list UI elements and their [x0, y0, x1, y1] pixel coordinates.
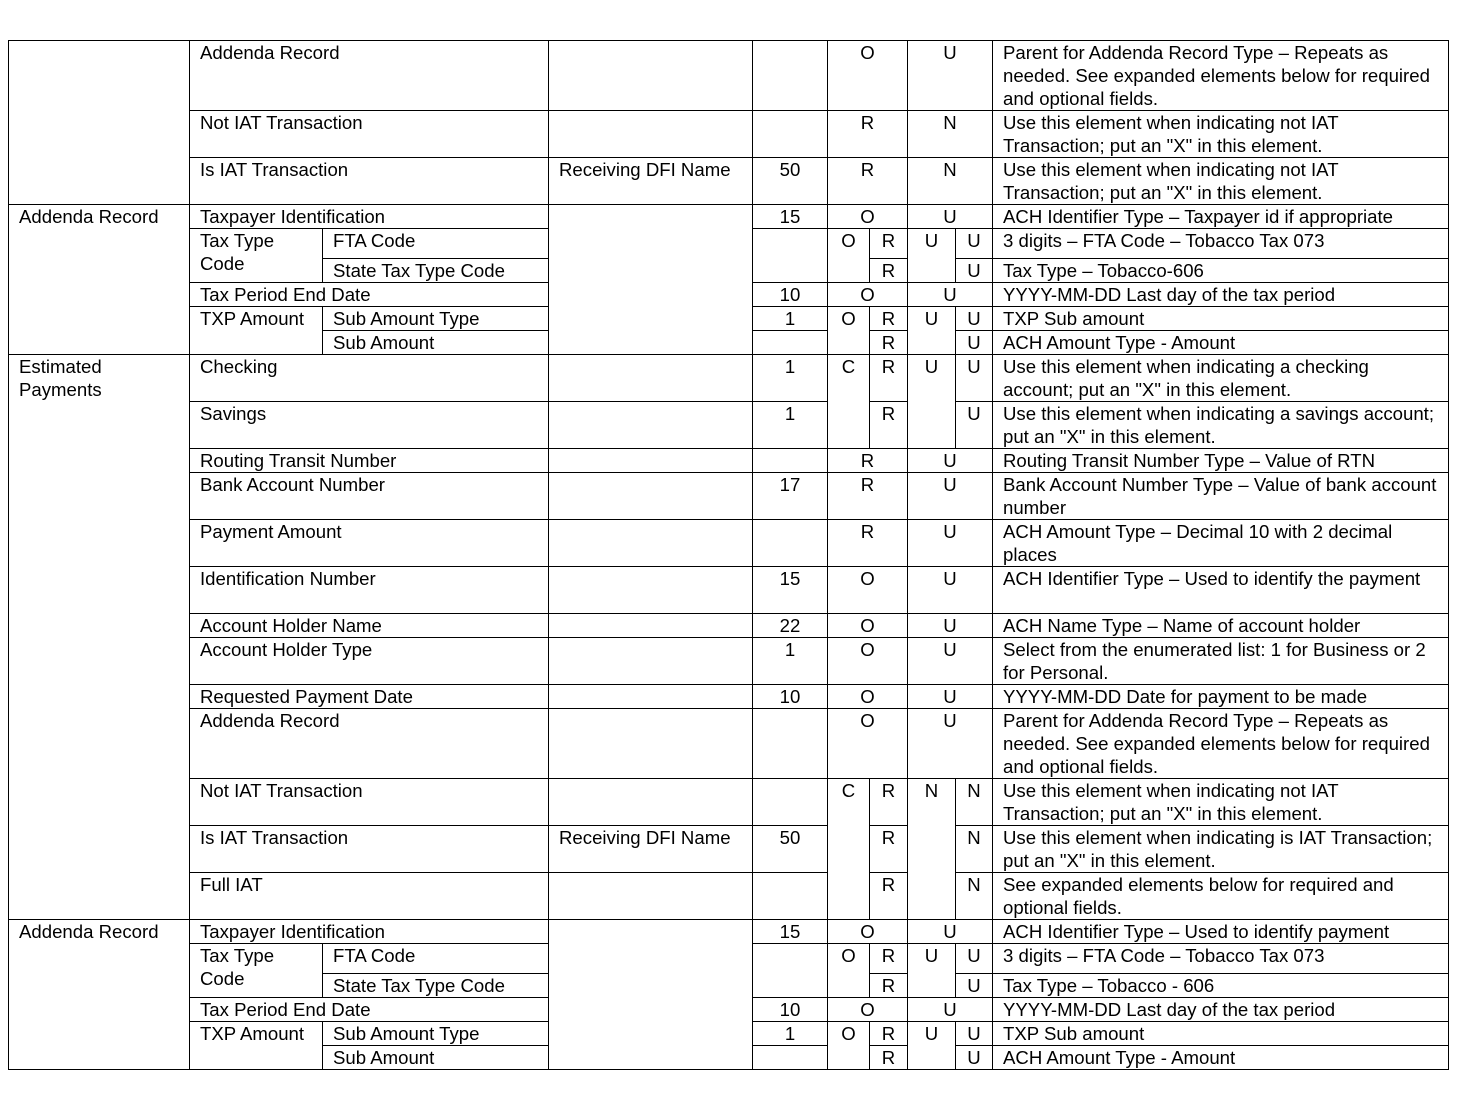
- c2a-cell: U: [908, 1022, 956, 1070]
- sub-field-cell: Receiving DFI Name: [549, 158, 753, 205]
- element-cell: Routing Transit Number: [190, 449, 549, 473]
- description-cell: Tax Type – Tobacco - 606: [993, 974, 1449, 998]
- element-cell: Account Holder Type: [190, 638, 549, 685]
- table-row: [9, 920, 1449, 944]
- c1b-cell: R: [870, 826, 908, 873]
- description-cell: Use this element when indicating not IAT Transaction; put an "X" in this element.: [993, 111, 1449, 158]
- c2-cell: U: [908, 709, 993, 779]
- c2-cell: U: [908, 283, 993, 307]
- element-cell: Not IAT Transaction: [190, 779, 549, 826]
- length-cell: 1: [753, 307, 828, 331]
- c1b-cell: R: [870, 873, 908, 920]
- table-row: [9, 205, 1449, 229]
- description-cell: TXP Sub amount: [993, 1022, 1449, 1046]
- length-cell: [753, 709, 828, 779]
- description-cell: ACH Amount Type - Amount: [993, 1046, 1449, 1070]
- description-cell: TXP Sub amount: [993, 307, 1449, 331]
- description-cell: Tax Type – Tobacco-606: [993, 259, 1449, 283]
- table-row: [9, 614, 1449, 638]
- group-cell: Tax Type Code: [190, 229, 323, 283]
- c2a-cell: U: [908, 355, 956, 449]
- element-cell: Tax Period End Date: [190, 283, 549, 307]
- c2a-cell: N: [908, 779, 956, 920]
- c1b-cell: R: [870, 331, 908, 355]
- c2-cell: U: [908, 638, 993, 685]
- sub-field-cell: [549, 520, 753, 567]
- element-cell: Savings: [190, 402, 549, 449]
- c1a-cell: O: [828, 1022, 870, 1070]
- c2b-cell: U: [956, 974, 993, 998]
- length-cell: 10: [753, 283, 828, 307]
- length-cell: 22: [753, 614, 828, 638]
- group-cell: TXP Amount: [190, 1022, 323, 1070]
- c2b-cell: N: [956, 779, 993, 826]
- c1b-cell: R: [870, 402, 908, 449]
- c1-cell: R: [828, 111, 908, 158]
- c1-cell: R: [828, 158, 908, 205]
- sub-field-cell: [549, 709, 753, 779]
- c1-cell: O: [828, 283, 908, 307]
- table-row: [9, 873, 1449, 920]
- table-row: [9, 111, 1449, 158]
- c1a-cell: O: [828, 944, 870, 998]
- c1b-cell: R: [870, 1022, 908, 1046]
- sub-field-cell: [549, 567, 753, 614]
- description-cell: 3 digits – FTA Code – Tobacco Tax 073: [993, 944, 1449, 974]
- c1b-cell: R: [870, 944, 908, 974]
- description-cell: Use this element when indicating not IAT Transaction; put an "X" in this element.: [993, 158, 1449, 205]
- element-cell: Sub Amount Type: [323, 307, 549, 331]
- length-cell: 10: [753, 685, 828, 709]
- length-cell: [753, 331, 828, 355]
- description-cell: 3 digits – FTA Code – Tobacco Tax 073: [993, 229, 1449, 259]
- sub-field-cell: [549, 614, 753, 638]
- length-cell: 17: [753, 473, 828, 520]
- length-cell: [753, 520, 828, 567]
- c2-cell: U: [908, 614, 993, 638]
- c1b-cell: R: [870, 779, 908, 826]
- element-cell: Requested Payment Date: [190, 685, 549, 709]
- element-cell: Sub Amount Type: [323, 1022, 549, 1046]
- element-cell: Addenda Record: [190, 41, 549, 111]
- c2-cell: U: [908, 205, 993, 229]
- c1-cell: O: [828, 709, 908, 779]
- section-cell: [9, 41, 190, 205]
- element-cell: Full IAT: [190, 873, 549, 920]
- description-cell: Use this element when indicating a savings account; put an "X" in this element.: [993, 402, 1449, 449]
- sub-field-cell: [549, 205, 753, 355]
- length-cell: 15: [753, 205, 828, 229]
- table-row: [9, 41, 1449, 111]
- c2a-cell: U: [908, 307, 956, 355]
- c2b-cell: N: [956, 873, 993, 920]
- length-cell: [753, 111, 828, 158]
- c2-cell: U: [908, 685, 993, 709]
- element-cell: State Tax Type Code: [323, 259, 549, 283]
- c1a-cell: O: [828, 229, 870, 283]
- description-cell: ACH Amount Type - Amount: [993, 331, 1449, 355]
- element-cell: Checking: [190, 355, 549, 402]
- element-cell: Is IAT Transaction: [190, 826, 549, 873]
- table-row: [9, 779, 1449, 826]
- element-cell: Tax Period End Date: [190, 998, 549, 1022]
- sub-field-cell: [549, 638, 753, 685]
- length-cell: 1: [753, 402, 828, 449]
- c2-cell: U: [908, 41, 993, 111]
- element-cell: Payment Amount: [190, 520, 549, 567]
- length-cell: 1: [753, 1022, 828, 1046]
- c1-cell: O: [828, 638, 908, 685]
- c1-cell: R: [828, 473, 908, 520]
- sub-field-cell: Receiving DFI Name: [549, 826, 753, 873]
- description-cell: ACH Identifier Type – Used to identify payment: [993, 920, 1449, 944]
- c1b-cell: R: [870, 355, 908, 402]
- description-cell: ACH Identifier Type – Used to identify the payment: [993, 567, 1449, 614]
- sub-field-cell: [549, 779, 753, 826]
- table-row: [9, 158, 1449, 205]
- table-row: [9, 567, 1449, 614]
- sub-field-cell: [549, 473, 753, 520]
- c1a-cell: C: [828, 355, 870, 449]
- element-cell: Sub Amount: [323, 1046, 549, 1070]
- group-cell: Tax Type Code: [190, 944, 323, 998]
- table-row: [9, 355, 1449, 402]
- length-cell: [753, 873, 828, 920]
- spec-table: [8, 40, 1449, 1070]
- c2-cell: N: [908, 158, 993, 205]
- c1-cell: O: [828, 614, 908, 638]
- description-cell: ACH Name Type – Name of account holder: [993, 614, 1449, 638]
- description-cell: ACH Amount Type – Decimal 10 with 2 decimal places: [993, 520, 1449, 567]
- section-cell: Estimated Payments: [9, 355, 190, 920]
- sub-field-cell: [549, 355, 753, 402]
- description-cell: Use this element when indicating a checking account; put an "X" in this element.: [993, 355, 1449, 402]
- sub-field-cell: [549, 41, 753, 111]
- length-cell: 15: [753, 920, 828, 944]
- description-cell: YYYY-MM-DD Last day of the tax period: [993, 283, 1449, 307]
- c1b-cell: R: [870, 974, 908, 998]
- description-cell: Parent for Addenda Record Type – Repeats as needed. See expanded elements below for required and optional fields.: [993, 41, 1449, 111]
- c2b-cell: U: [956, 402, 993, 449]
- description-cell: Use this element when indicating not IAT Transaction; put an "X" in this element.: [993, 779, 1449, 826]
- c1-cell: O: [828, 998, 908, 1022]
- c1-cell: O: [828, 567, 908, 614]
- element-cell: Bank Account Number: [190, 473, 549, 520]
- c2a-cell: U: [908, 944, 956, 998]
- c2-cell: U: [908, 473, 993, 520]
- c1-cell: R: [828, 449, 908, 473]
- table-row: [9, 709, 1449, 779]
- c1b-cell: R: [870, 1046, 908, 1070]
- sub-field-cell: [549, 873, 753, 920]
- length-cell: 1: [753, 638, 828, 685]
- table-row: [9, 402, 1449, 449]
- table-row: [9, 520, 1449, 567]
- length-cell: 50: [753, 826, 828, 873]
- c1-cell: O: [828, 41, 908, 111]
- sub-field-cell: [549, 111, 753, 158]
- c2b-cell: U: [956, 229, 993, 259]
- c1-cell: O: [828, 920, 908, 944]
- c2-cell: N: [908, 111, 993, 158]
- c1a-cell: C: [828, 779, 870, 920]
- description-cell: Routing Transit Number Type – Value of RTN: [993, 449, 1449, 473]
- c2b-cell: U: [956, 1022, 993, 1046]
- element-cell: FTA Code: [323, 944, 549, 974]
- length-cell: 1: [753, 355, 828, 402]
- length-cell: 50: [753, 158, 828, 205]
- element-cell: Is IAT Transaction: [190, 158, 549, 205]
- table-row: [9, 473, 1449, 520]
- c2b-cell: U: [956, 307, 993, 331]
- element-cell: Account Holder Name: [190, 614, 549, 638]
- length-cell: [753, 41, 828, 111]
- element-cell: State Tax Type Code: [323, 974, 549, 998]
- element-cell: Not IAT Transaction: [190, 111, 549, 158]
- element-cell: Sub Amount: [323, 331, 549, 355]
- length-cell: [753, 229, 828, 283]
- c2a-cell: U: [908, 229, 956, 283]
- table-row: [9, 638, 1449, 685]
- description-cell: ACH Identifier Type – Taxpayer id if appropriate: [993, 205, 1449, 229]
- c1b-cell: R: [870, 229, 908, 259]
- description-cell: See expanded elements below for required and optional fields.: [993, 873, 1449, 920]
- c2b-cell: U: [956, 355, 993, 402]
- element-cell: FTA Code: [323, 229, 549, 259]
- length-cell: 15: [753, 567, 828, 614]
- c2b-cell: U: [956, 331, 993, 355]
- c1-cell: O: [828, 685, 908, 709]
- c2b-cell: U: [956, 1046, 993, 1070]
- description-cell: YYYY-MM-DD Date for payment to be made: [993, 685, 1449, 709]
- section-cell: Addenda Record: [9, 920, 190, 1070]
- description-cell: YYYY-MM-DD Last day of the tax period: [993, 998, 1449, 1022]
- c1b-cell: R: [870, 259, 908, 283]
- c1b-cell: R: [870, 307, 908, 331]
- description-cell: Select from the enumerated list: 1 for Business or 2 for Personal.: [993, 638, 1449, 685]
- table-row: [9, 449, 1449, 473]
- sub-field-cell: [549, 402, 753, 449]
- length-cell: [753, 449, 828, 473]
- group-cell: TXP Amount: [190, 307, 323, 355]
- description-cell: Parent for Addenda Record Type – Repeats as needed. See expanded elements below for required and optional fields.: [993, 709, 1449, 779]
- c1a-cell: O: [828, 307, 870, 355]
- c2-cell: U: [908, 520, 993, 567]
- c2b-cell: U: [956, 259, 993, 283]
- c2-cell: U: [908, 567, 993, 614]
- element-cell: Taxpayer Identification: [190, 205, 549, 229]
- length-cell: [753, 944, 828, 998]
- c1-cell: O: [828, 205, 908, 229]
- sub-field-cell: [549, 685, 753, 709]
- description-cell: Bank Account Number Type – Value of bank account number: [993, 473, 1449, 520]
- element-cell: Addenda Record: [190, 709, 549, 779]
- length-cell: [753, 1046, 828, 1070]
- section-cell: Addenda Record: [9, 205, 190, 355]
- element-cell: Identification Number: [190, 567, 549, 614]
- length-cell: [753, 779, 828, 826]
- c2b-cell: U: [956, 944, 993, 974]
- c1-cell: R: [828, 520, 908, 567]
- sub-field-cell: [549, 920, 753, 1070]
- c2-cell: U: [908, 920, 993, 944]
- length-cell: 10: [753, 998, 828, 1022]
- element-cell: Taxpayer Identification: [190, 920, 549, 944]
- c2-cell: U: [908, 998, 993, 1022]
- sub-field-cell: [549, 449, 753, 473]
- description-cell: Use this element when indicating is IAT Transaction; put an "X" in this element.: [993, 826, 1449, 873]
- table-row: [9, 826, 1449, 873]
- table-row: [9, 685, 1449, 709]
- c2-cell: U: [908, 449, 993, 473]
- c2b-cell: N: [956, 826, 993, 873]
